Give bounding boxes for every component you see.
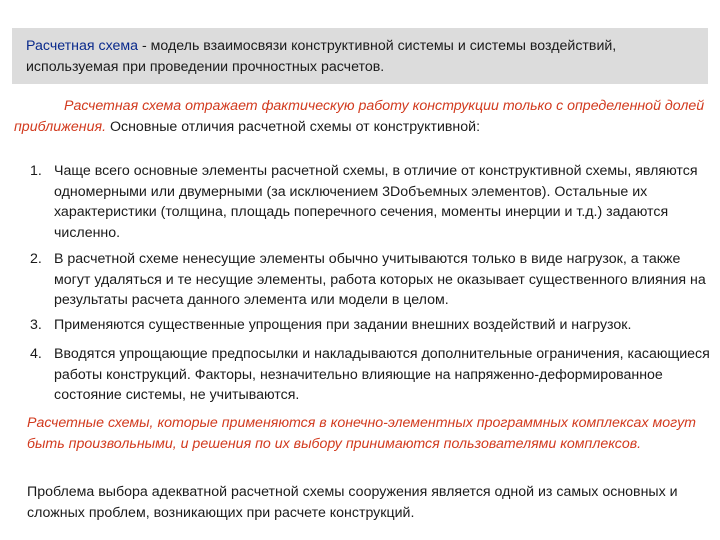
note-paragraph: Расчетные схемы, которые применяются в конечно-элементных программных комплексах могут быть произвольными, и решения по их выбору принимаются пользователями комплексов. bbox=[27, 415, 696, 452]
definition-term: Расчетная схема bbox=[26, 38, 139, 54]
list-item-text: Чаще всего основные элементы расчетной схемы, в отличие от конструктивной схемы, являются одномерными или двумерными (за исключением 3Dобъемных элементов). Остальные их характеристики (толщина, площадь поперечного сечения, моменты инерции и т.д.) задаются численно. bbox=[54, 163, 698, 241]
intro-text: Основные отличия расчетной схемы от конструктивной: bbox=[106, 119, 481, 135]
list-item-number: 1. bbox=[30, 163, 42, 179]
definition-text: - модель взаимосвязи конструктивной системы и системы воздействий, используемая при проведении прочностных расчетов. bbox=[26, 38, 617, 75]
list-item-text: Применяются существенные упрощения при задании внешних воздействий и нагрузок. bbox=[54, 317, 632, 333]
list-item-number: 3. bbox=[30, 317, 42, 333]
intro-paragraph bbox=[14, 96, 708, 138]
conclusion-paragraph: Проблема выбора адекватной расчетной схемы сооружения является одной из самых основных и сложных проблем, возникающих при расчете конструкций. bbox=[27, 484, 678, 521]
list-item-text: Вводятся упрощающие предпосылки и накладываются дополнительные ограничения, касающиеся работы конструкций. Факторы, незначительно влияющие на напряженно-деформированное состояние системы, не учитываются. bbox=[54, 346, 710, 404]
list-item-number: 4. bbox=[30, 346, 42, 362]
intro-italic-text: Расчетная схема отражает фактическую работу конструкции только с определенной долей приближения. bbox=[14, 98, 705, 135]
list-item-text: В расчетной схеме ненесущие элементы обычно учитываются только в виде нагрузок, а также могут удаляться и те несущие элементы, работа которых не оказывает существенного влияния на результаты расчета данного элемента или модели в целом. bbox=[54, 251, 706, 309]
list-item-number: 2. bbox=[30, 251, 42, 267]
definition-box bbox=[12, 28, 708, 84]
